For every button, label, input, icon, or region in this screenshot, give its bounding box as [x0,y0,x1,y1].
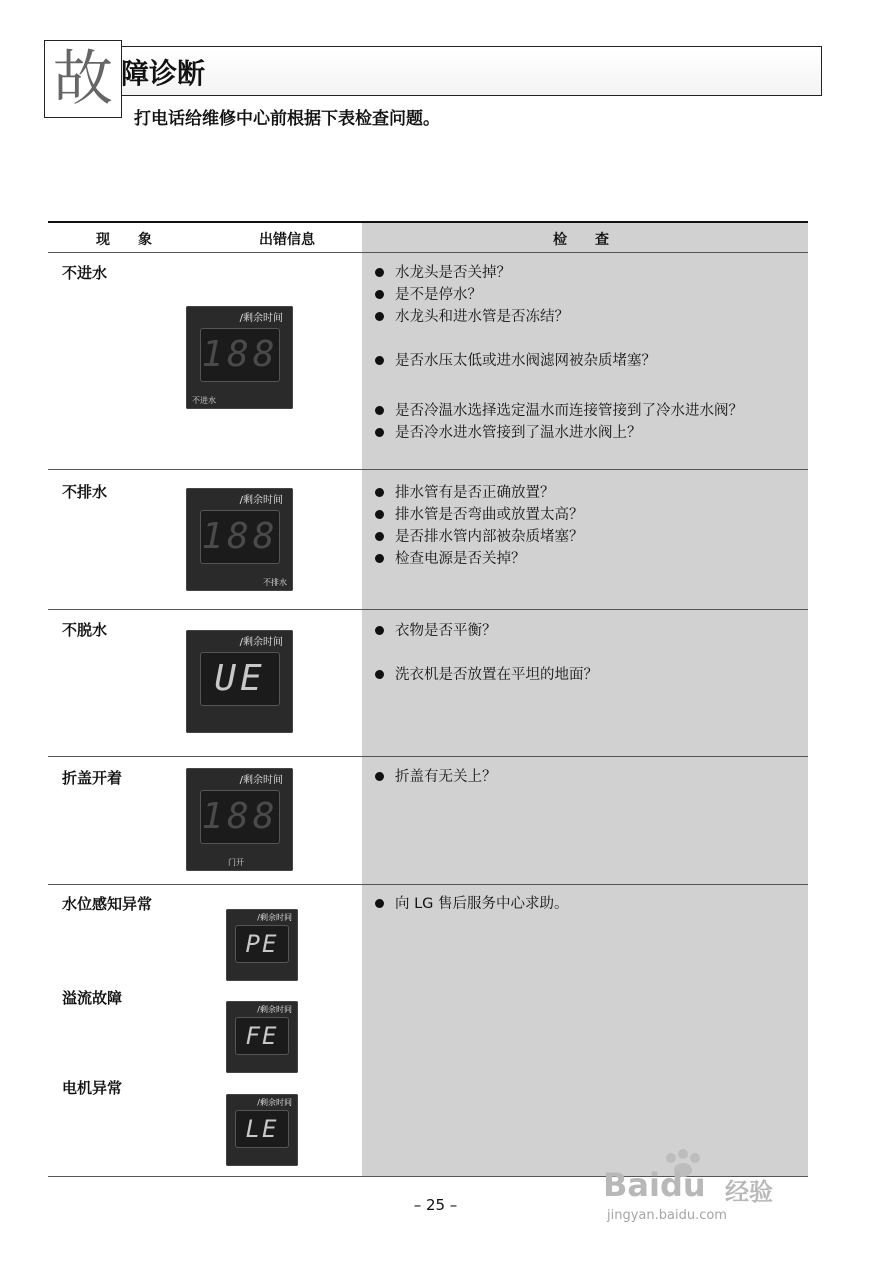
panel-display: 188 [200,510,280,564]
check-item: 是不是停水？ [373,284,569,306]
check-item: 向 LG 售后服务中心求助。 [373,893,569,915]
symptom-water-level-sensor: 水位感知异常 [62,895,153,913]
panel-display: UE [200,652,280,706]
checklist-no-spin-2 [373,664,598,686]
panel-indicator-label: 不排水 [263,578,287,587]
panel-indicator-label: 不进水 [192,396,216,405]
panel-label: /剩余时间 [239,775,283,786]
check-item: 是否水压太低或进水阀滤网被杂质堵塞？ [373,350,656,372]
panel-display: PE [235,925,289,963]
error-panel-no-water-in [186,306,293,409]
bullet-icon [375,554,384,563]
panel-display: 188 [200,328,280,382]
check-item: 是否排水管内部被杂质堵塞？ [373,526,584,548]
title-big-char: 故 [44,40,122,118]
check-item: 水龙头是否关掉？ [373,262,569,284]
error-panel-no-spin [186,630,293,733]
check-item: 洗衣机是否放置在平坦的地面？ [373,664,598,686]
symptom-no-water-in: 不进水 [62,264,108,282]
bullet-icon [375,670,384,679]
panel-label: /剩余时间 [239,637,283,648]
check-item: 排水管是否弯曲或放置太高？ [373,504,584,526]
bullet-icon [375,772,384,781]
bullet-icon [375,312,384,321]
watermark-url: jingyan.baidu.com [607,1208,727,1223]
panel-indicator-label: 门开 [228,858,244,867]
row-divider [48,469,808,470]
header-symptom: 现 象 [96,232,152,248]
error-panel-no-drain [186,488,293,591]
error-panel-lid-open [186,768,293,871]
page-subtitle: 打电话给维修中心前根据下表检查问题。 [134,109,440,129]
page-number: – 25 – [413,1196,458,1214]
table-top-rule [48,221,808,223]
bullet-icon [375,899,384,908]
bullet-icon [375,488,384,497]
symptom-no-drain: 不排水 [62,483,108,501]
row-divider [48,756,808,757]
panel-label: /剩余时间 [257,913,292,922]
checklist-no-drain [373,482,584,570]
bullet-icon [375,532,384,541]
bullet-icon [375,268,384,277]
check-item: 折盖有无关上？ [373,766,497,788]
symptom-overflow: 溢流故障 [62,989,123,1007]
bullet-icon [375,510,384,519]
checklist-service [373,893,569,915]
watermark-jingyan: 经验 [725,1178,773,1206]
bullet-icon [375,290,384,299]
baidu-watermark [603,1160,813,1230]
bullet-icon [375,428,384,437]
check-item: 衣物是否平衡？ [373,620,497,642]
checklist-no-water-in [373,262,569,328]
check-item: 排水管有是否正确放置？ [373,482,584,504]
check-item: 是否冷水进水管接到了温水进水阀上？ [373,422,793,444]
error-panel-le [226,1094,298,1166]
checklist-no-water-in-3 [373,400,793,444]
symptom-motor: 电机异常 [62,1079,123,1097]
header-check: 检 查 [553,232,609,248]
bullet-icon [375,356,384,365]
error-panel-pe [226,909,298,981]
header-error-info: 出错信息 [259,232,315,248]
panel-label: /剩余时间 [239,495,283,506]
panel-label: /剩余时间 [257,1005,292,1014]
panel-display: FE [235,1017,289,1055]
checklist-no-water-in-2 [373,350,656,372]
check-item: 检查电源是否关掉？ [373,548,584,570]
bullet-icon [375,406,384,415]
bullet-icon [375,626,384,635]
symptom-lid-open: 折盖开着 [62,769,123,787]
page-title: 障诊断 [121,57,206,90]
check-item: 是否冷温水选择选定温水而连接管接到了冷水进水阀？ [373,400,793,422]
panel-label: /剩余时间 [257,1098,292,1107]
panel-label: /剩余时间 [239,313,283,324]
watermark-brand: Baidu [603,1166,706,1204]
row-divider [48,884,808,885]
row-divider [48,609,808,610]
error-panel-fe [226,1001,298,1073]
symptom-no-spin: 不脱水 [62,621,108,639]
check-item: 水龙头和进水管是否冻结？ [373,306,569,328]
checklist-lid-open [373,766,497,788]
panel-display: LE [235,1110,289,1148]
panel-display: 188 [200,790,280,844]
checklist-no-spin [373,620,497,642]
header-bottom-rule [48,252,808,253]
